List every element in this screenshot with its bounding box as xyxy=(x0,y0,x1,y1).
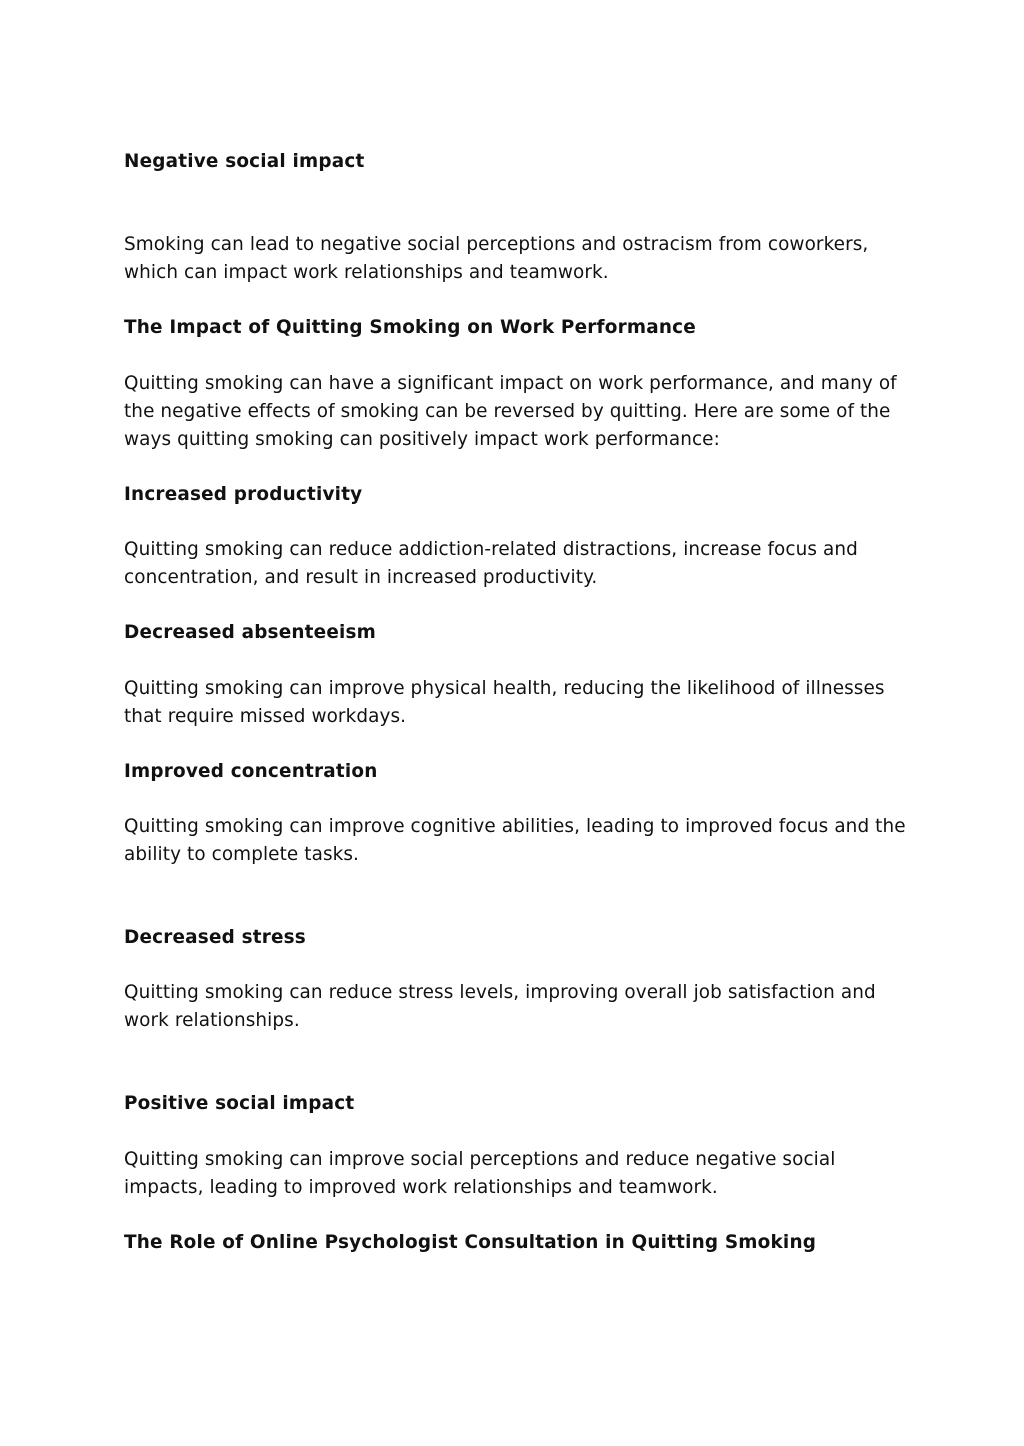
section-paragraph-increased-productivity: Quitting smoking can reduce addiction-related distractions, increase focus and concentration, and result in increased productivity. xyxy=(124,539,858,588)
section-heading-impact-of-quitting: The Impact of Quitting Smoking on Work Performance xyxy=(124,317,696,338)
section-paragraph-negative-social-impact: Smoking can lead to negative social perceptions and ostracism from coworkers, which can impact work relationships and teamwork. xyxy=(124,234,869,283)
section-paragraph-positive-social-impact: Quitting smoking can improve social perceptions and reduce negative social impacts, leading to improved work relationships and teamwork. xyxy=(124,1149,836,1198)
section-heading-positive-social-impact: Positive social impact xyxy=(124,1093,355,1114)
section-paragraph-impact-of-quitting: Quitting smoking can have a significant impact on work performance, and many of the negative effects of smoking can be reversed by quitting. Here are some of the ways quitting smoking can positively impact work performance: xyxy=(124,373,897,450)
section-paragraph-decreased-stress: Quitting smoking can reduce stress levels, improving overall job satisfaction and work relationships. xyxy=(124,982,876,1031)
section-heading-decreased-stress: Decreased stress xyxy=(124,927,306,948)
section-paragraph-improved-concentration: Quitting smoking can improve cognitive abilities, leading to improved focus and the ability to complete tasks. xyxy=(124,816,906,865)
section-paragraph-decreased-absenteeism: Quitting smoking can improve physical health, reducing the likelihood of illnesses that require missed workdays. xyxy=(124,678,885,727)
section-heading-negative-social-impact: Negative social impact xyxy=(124,151,365,172)
section-heading-increased-productivity: Increased productivity xyxy=(124,484,363,505)
section-heading-decreased-absenteeism: Decreased absenteeism xyxy=(124,622,377,643)
section-heading-improved-concentration: Improved concentration xyxy=(124,761,378,782)
section-heading-online-psychologist: The Role of Online Psychologist Consultation in Quitting Smoking xyxy=(124,1232,817,1253)
